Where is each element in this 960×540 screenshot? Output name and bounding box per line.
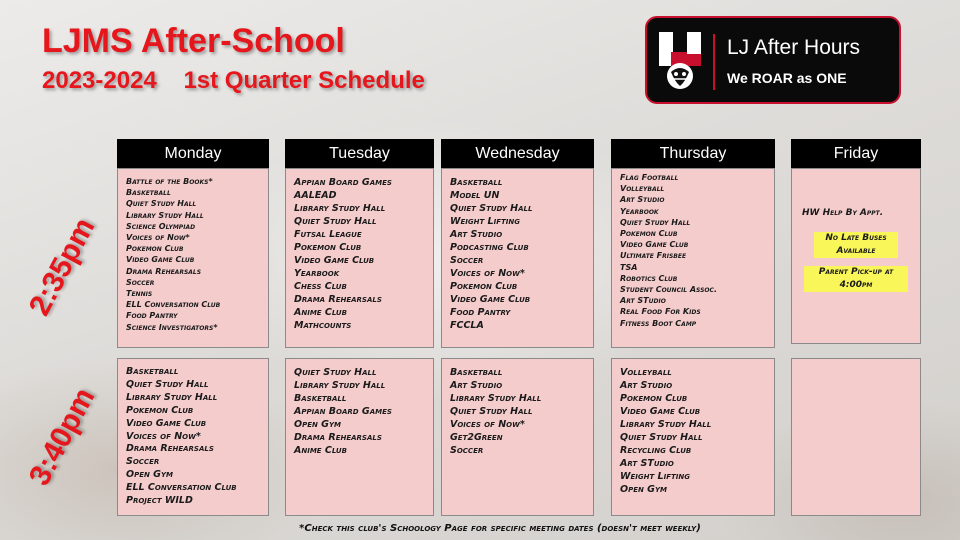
club-item: Library Study Hall (450, 393, 542, 404)
club-item: Science Investigators* (126, 322, 218, 332)
club-item: Weight Lifting (620, 471, 690, 482)
club-item: Quiet Study Hall (126, 378, 209, 390)
club-item: Pokemon Club (620, 229, 678, 239)
club-item: Quiet Study Hall (450, 203, 533, 214)
club-item: Drama Rehearsals (294, 294, 382, 305)
club-item: Voices of Now* (450, 268, 525, 279)
club-item: Art STudio (620, 458, 674, 469)
friday-no-late-buses (800, 232, 912, 258)
tuesday-340-list (294, 366, 425, 457)
club-item: Anime Club (294, 445, 347, 456)
thursday-340-list (620, 366, 766, 496)
wednesday-340-cell (441, 358, 594, 516)
schedule-subtitle: 2023-2024 1st Quarter Schedule (42, 67, 425, 94)
club-item: Video Game Club (126, 255, 195, 265)
day-header-tuesday: Tuesday (285, 139, 434, 168)
club-item: Video Game Club (294, 255, 375, 266)
club-item: Battle of the Books* (126, 177, 213, 186)
club-item: FCCLA (450, 320, 484, 331)
club-item: Video Game Club (126, 417, 207, 429)
friday-hw-help: HW Help By Appt. (802, 208, 884, 218)
page-title: LJMS After-School (42, 22, 345, 60)
footnote: *Check this club's Schoology Page for specific meeting dates (doesn't meet weekly) (299, 523, 701, 534)
friday-column (791, 139, 921, 168)
time-label-340: 3:40pm (22, 382, 102, 491)
thursday-235-list (620, 172, 766, 329)
club-item: Voices of Now* (126, 233, 190, 243)
club-item: Basketball (126, 188, 171, 198)
club-item: Mathcounts (294, 320, 352, 331)
club-item: Pokemon Club (126, 244, 184, 254)
club-item: Drama Rehearsals (126, 443, 214, 455)
club-item: Quiet Study Hall (450, 406, 533, 417)
club-item: Podcasting Club (450, 242, 529, 253)
club-item: Video Game Club (450, 294, 531, 305)
day-header-wednesday: Wednesday (441, 139, 594, 168)
club-item: Soccer (126, 277, 155, 287)
club-item: Voices of Now* (450, 419, 525, 430)
club-item: Robotics Club (620, 273, 678, 283)
monday-235-cell (117, 168, 269, 348)
club-item: Quiet Study Hall (126, 199, 197, 209)
club-item: AALEAD (294, 190, 337, 201)
tuesday-340-cell (285, 358, 434, 516)
club-item: ELL Conversation Club (126, 482, 237, 494)
lj-after-hours-logo (645, 16, 901, 104)
club-item: Soccer (126, 456, 160, 468)
club-item: Weight Lifting (450, 216, 520, 227)
club-item: Pokemon Club (620, 393, 688, 404)
day-header-monday: Monday (117, 139, 269, 168)
club-item: Volleyball (620, 184, 665, 194)
club-item: Chess Club (294, 281, 347, 292)
club-item: Tennis (126, 289, 153, 299)
club-item: Project WILD (126, 495, 193, 507)
monday-column (117, 139, 269, 168)
logo-divider (713, 34, 715, 90)
club-item: Recycling Club (620, 445, 692, 456)
thursday-340-cell (611, 358, 775, 516)
parent-pickup-notice: Parent Pick-up at 4:00pm (804, 266, 908, 292)
wednesday-column (441, 139, 594, 168)
no-late-buses-notice: No Late Buses Available (814, 232, 898, 258)
tuesday-235-list (294, 176, 425, 332)
club-item: Video Game Club (620, 240, 689, 250)
club-item: Art STudio (620, 296, 666, 306)
club-item: Food Pantry (450, 307, 511, 318)
club-item: Basketball (294, 393, 347, 404)
club-item: Pokemon Club (294, 242, 362, 253)
club-item: Pokemon Club (450, 281, 518, 292)
club-item: Quiet Study Hall (620, 432, 703, 443)
friday-340-cell (791, 358, 921, 516)
thursday-235-cell (611, 168, 775, 348)
club-item: Soccer (450, 255, 484, 266)
club-item: Yearbook (294, 268, 340, 279)
club-item: Real Food For Kids (620, 307, 701, 317)
club-item: Art Studio (620, 380, 673, 391)
club-item: Fitness Boot Camp (620, 318, 697, 328)
time-label-235: 2:35pm (22, 212, 102, 321)
club-item: Basketball (450, 177, 503, 188)
monday-340-list (126, 366, 260, 508)
club-item: Art Studio (450, 380, 503, 391)
club-item: Quiet Study Hall (294, 367, 377, 378)
club-item: Appian Board Games (294, 177, 392, 188)
club-item: Food Pantry (126, 311, 178, 321)
club-item: Open Gym (126, 469, 173, 481)
wednesday-340-list (450, 366, 585, 457)
club-item: Yearbook (620, 206, 659, 216)
club-item: Get2Green (450, 432, 503, 443)
club-item: Ultimate Frisbee (620, 251, 687, 261)
club-item: Library Study Hall (294, 380, 386, 391)
monday-235-list (126, 176, 260, 333)
club-item: Appian Board Games (294, 406, 392, 417)
club-item: Art Studio (450, 229, 503, 240)
thursday-column (611, 139, 775, 168)
club-item: Basketball (450, 367, 503, 378)
club-item: Model UN (450, 190, 500, 201)
club-item: Library Study Hall (620, 419, 712, 430)
club-item: Pokemon Club (126, 404, 194, 416)
club-item: Soccer (450, 445, 484, 456)
club-item: Drama Rehearsals (294, 432, 382, 443)
club-item: Open Gym (294, 419, 341, 430)
club-item: Quiet Study Hall (620, 217, 691, 227)
tuesday-column (285, 139, 434, 168)
club-item: Drama Rehearsals (126, 266, 202, 276)
day-header-friday: Friday (791, 139, 921, 168)
club-item: Video Game Club (620, 406, 701, 417)
friday-parent-pickup (800, 266, 912, 292)
club-item: Library Study Hall (126, 391, 218, 403)
club-item: Volleyball (620, 367, 672, 378)
club-item: TSA (620, 262, 638, 272)
club-item: Anime Club (294, 307, 347, 318)
day-header-thursday: Thursday (611, 139, 775, 168)
logo-name: LJ After Hours (727, 36, 861, 59)
logo-tagline: We ROAR as ONE (727, 70, 847, 86)
club-item: Library Study Hall (294, 203, 386, 214)
club-item: Student Council Assoc. (620, 285, 717, 295)
tuesday-235-cell (285, 168, 434, 348)
club-item: Futsal League (294, 229, 362, 240)
club-item: Basketball (126, 366, 179, 377)
wednesday-235-cell (441, 168, 594, 348)
club-item: Voices of Now* (126, 430, 201, 442)
friday-235-cell (791, 168, 921, 344)
club-item: Quiet Study Hall (294, 216, 377, 227)
club-item: Library Study Hall (126, 210, 204, 220)
tiger-emblem-icon (657, 30, 703, 92)
club-item: ELL Conversation Club (126, 300, 221, 310)
club-item: Art Studio (620, 195, 665, 205)
monday-340-cell (117, 358, 269, 516)
wednesday-235-list (450, 176, 585, 332)
club-item: Open Gym (620, 484, 667, 495)
club-item: Science Olympiad (126, 221, 196, 231)
club-item: Flag Football (620, 173, 679, 182)
